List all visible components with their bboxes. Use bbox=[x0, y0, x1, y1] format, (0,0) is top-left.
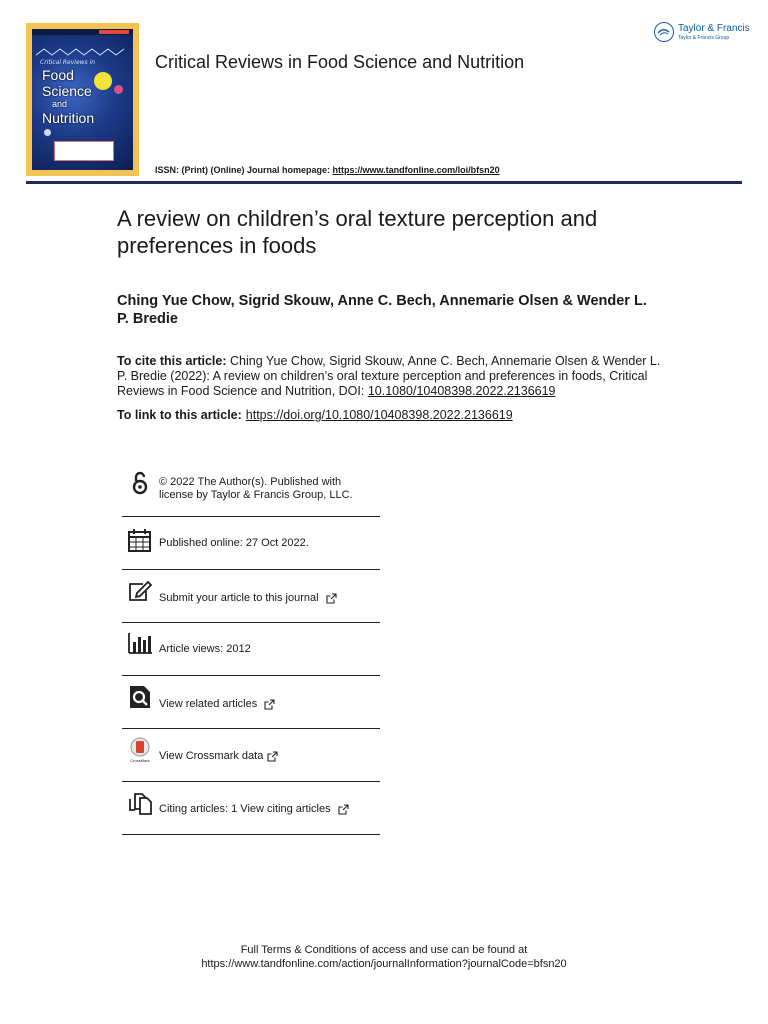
external-link-icon bbox=[338, 804, 349, 815]
citing-articles-item[interactable] bbox=[122, 782, 380, 835]
cover-tag bbox=[99, 30, 129, 34]
cover-label-box bbox=[54, 141, 114, 161]
open-access-item bbox=[122, 462, 380, 517]
journal-title: Critical Reviews in Food Science and Nutrition bbox=[155, 52, 525, 72]
terms-footer bbox=[0, 943, 768, 971]
article-doi-url[interactable]: https://doi.org/10.1080/10408398.2022.2136619 bbox=[245, 408, 513, 422]
publisher-group: Taylor & Francis Group bbox=[678, 35, 730, 41]
publisher-logo-icon bbox=[654, 22, 674, 42]
submit-article-label: Submit your article to this journal bbox=[159, 592, 319, 604]
search-document-icon bbox=[127, 684, 153, 710]
crossmark-link[interactable] bbox=[159, 750, 374, 763]
cover-yellow-sphere bbox=[94, 72, 112, 90]
external-link-icon bbox=[264, 699, 275, 710]
crossmark-label: View Crossmark data bbox=[159, 750, 264, 762]
open-access-lock-icon bbox=[127, 470, 153, 496]
issn-line bbox=[155, 165, 500, 175]
related-articles-item[interactable] bbox=[122, 676, 380, 729]
calendar-icon bbox=[127, 527, 153, 553]
article-views-item bbox=[122, 623, 380, 676]
bar-chart-icon bbox=[127, 631, 153, 657]
citing-articles-label: Citing articles: 1 View citing articles bbox=[159, 803, 331, 815]
article-link-line bbox=[117, 408, 513, 422]
cover-artwork bbox=[32, 29, 133, 170]
issn-text: ISSN: (Print) (Online) Journal homepage: bbox=[155, 165, 333, 175]
molecule-chain-graphic bbox=[36, 45, 128, 59]
citing-articles-link[interactable] bbox=[159, 803, 374, 816]
external-link-icon bbox=[267, 751, 278, 762]
related-articles-label: View related articles bbox=[159, 698, 258, 710]
publisher-name: Taylor & Francis bbox=[678, 23, 750, 34]
publisher-logo[interactable] bbox=[654, 22, 750, 46]
published-date-text: Published online: 27 Oct 2022. bbox=[159, 537, 309, 549]
footer-terms-url[interactable]: https://www.tandfonline.com/action/journalInformation?journalCode=bfsn20 bbox=[201, 958, 567, 970]
cover-word-and: and bbox=[52, 99, 68, 109]
cover-white-sphere bbox=[44, 129, 51, 136]
journal-homepage-link[interactable]: https://www.tandfonline.com/loi/bfsn20 bbox=[332, 165, 500, 175]
link-label: To link to this article: bbox=[117, 408, 242, 422]
cite-label: To cite this article: bbox=[117, 354, 227, 368]
article-title: A review on children’s oral texture perception and preferences in foods bbox=[117, 206, 598, 258]
doi-link[interactable]: 10.1080/10408398.2022.2136619 bbox=[367, 384, 556, 398]
copy-documents-icon bbox=[127, 790, 153, 816]
submit-article-item[interactable] bbox=[122, 570, 380, 623]
cover-word-science: Science bbox=[42, 83, 92, 99]
article-info-list bbox=[122, 462, 380, 835]
crossmark-item[interactable] bbox=[122, 729, 380, 782]
external-link-icon bbox=[326, 593, 337, 604]
citation-block bbox=[117, 354, 662, 399]
cite-text: Ching Yue Chow, Sigrid Skouw, Anne C. Bech, Annemarie Olsen & Wender L. P. Bredie (2022): A review on children’s oral texture perception and preferences in foods, Critical Reviews in Food Science and Nutrition, DOI: bbox=[117, 354, 661, 398]
footer-terms-text: Full Terms & Conditions of access and use can be found at bbox=[240, 944, 528, 956]
cover-word-food: Food bbox=[42, 67, 74, 83]
cover-small-text: Critical Reviews in bbox=[40, 59, 96, 66]
crossmark-icon-label: CrossMark bbox=[130, 758, 150, 763]
crossmark-icon bbox=[127, 737, 153, 763]
article-views-text: Article views: 2012 bbox=[159, 643, 251, 655]
submit-article-link[interactable] bbox=[159, 592, 374, 605]
cover-pink-sphere bbox=[114, 85, 123, 94]
related-articles-link[interactable] bbox=[159, 698, 374, 711]
edit-icon bbox=[127, 578, 153, 604]
journal-cover-image bbox=[26, 23, 139, 176]
header-divider bbox=[26, 181, 742, 184]
cover-word-nutrition: Nutrition bbox=[42, 110, 95, 126]
published-date-item bbox=[122, 517, 380, 570]
open-access-text: © 2022 The Author(s). Published with license by Taylor & Francis Group, LLC. bbox=[159, 476, 353, 501]
article-authors: Ching Yue Chow, Sigrid Skouw, Anne C. Bech, Annemarie Olsen & Wender L. P. Bredie bbox=[117, 293, 647, 327]
